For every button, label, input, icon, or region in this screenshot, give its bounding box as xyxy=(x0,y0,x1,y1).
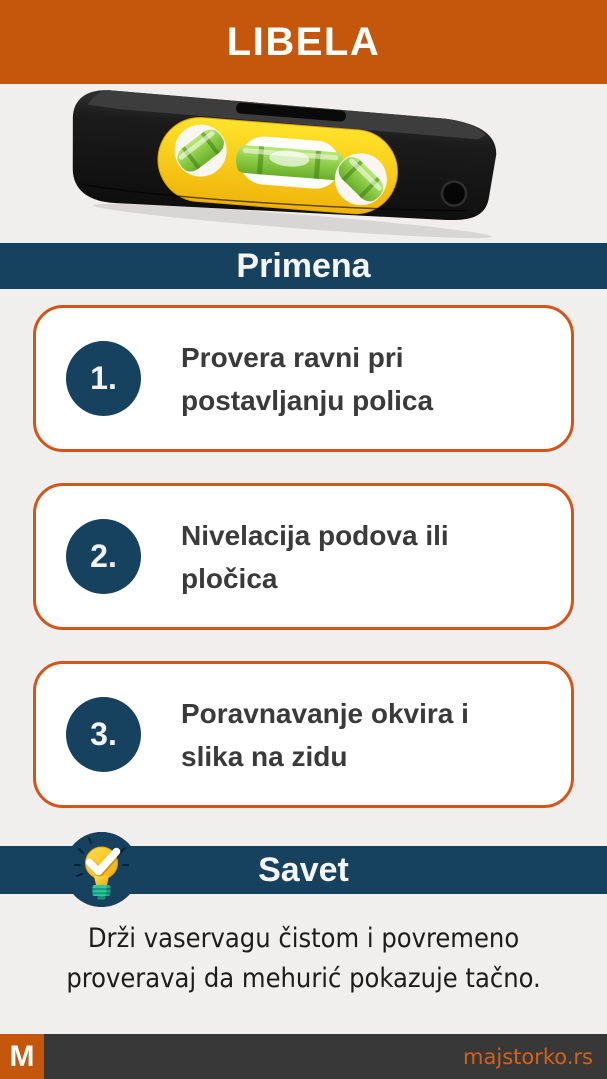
tip-text xyxy=(0,907,607,999)
usage-text-line: postavljanju polica xyxy=(181,384,434,416)
website-link[interactable]: majstorko.rs xyxy=(463,1044,593,1069)
spirit-level-image xyxy=(57,75,507,249)
usage-card-1 xyxy=(33,305,574,452)
footer-bar xyxy=(0,1034,607,1079)
usage-card-text xyxy=(181,692,469,778)
usage-card-list xyxy=(0,289,607,808)
tip-text-line: Drži vaservagu čistom i povremeno xyxy=(87,923,520,954)
tip-text-line: proveravaj da mehurić pokazuje tačno. xyxy=(66,963,541,994)
primena-banner xyxy=(0,243,607,289)
usage-card-text xyxy=(181,514,449,600)
lightbulb-check-icon xyxy=(64,832,139,907)
usage-number-badge: 1. xyxy=(66,341,141,416)
usage-number-badge: 2. xyxy=(66,519,141,594)
usage-text-line: Poravnavanje okvira i xyxy=(181,697,469,729)
usage-card-text xyxy=(181,336,433,422)
spirit-level-illustration xyxy=(57,75,507,249)
header-bar xyxy=(0,0,607,84)
usage-text-line: pločica xyxy=(181,562,278,594)
usage-card-3 xyxy=(33,661,574,808)
page-title: LIBELA xyxy=(226,19,381,64)
usage-text-line: slika na zidu xyxy=(181,740,348,772)
product-image-area xyxy=(0,84,607,243)
primena-title: Primena xyxy=(236,246,371,285)
usage-number-badge: 3. xyxy=(66,697,141,772)
brand-logo: M xyxy=(0,1034,44,1079)
usage-text-line: Provera ravni pri xyxy=(181,341,404,373)
savet-section xyxy=(0,832,607,907)
savet-title: Savet xyxy=(258,850,349,889)
usage-text-line: Nivelacija podova ili xyxy=(181,519,449,551)
usage-card-2 xyxy=(33,483,574,630)
